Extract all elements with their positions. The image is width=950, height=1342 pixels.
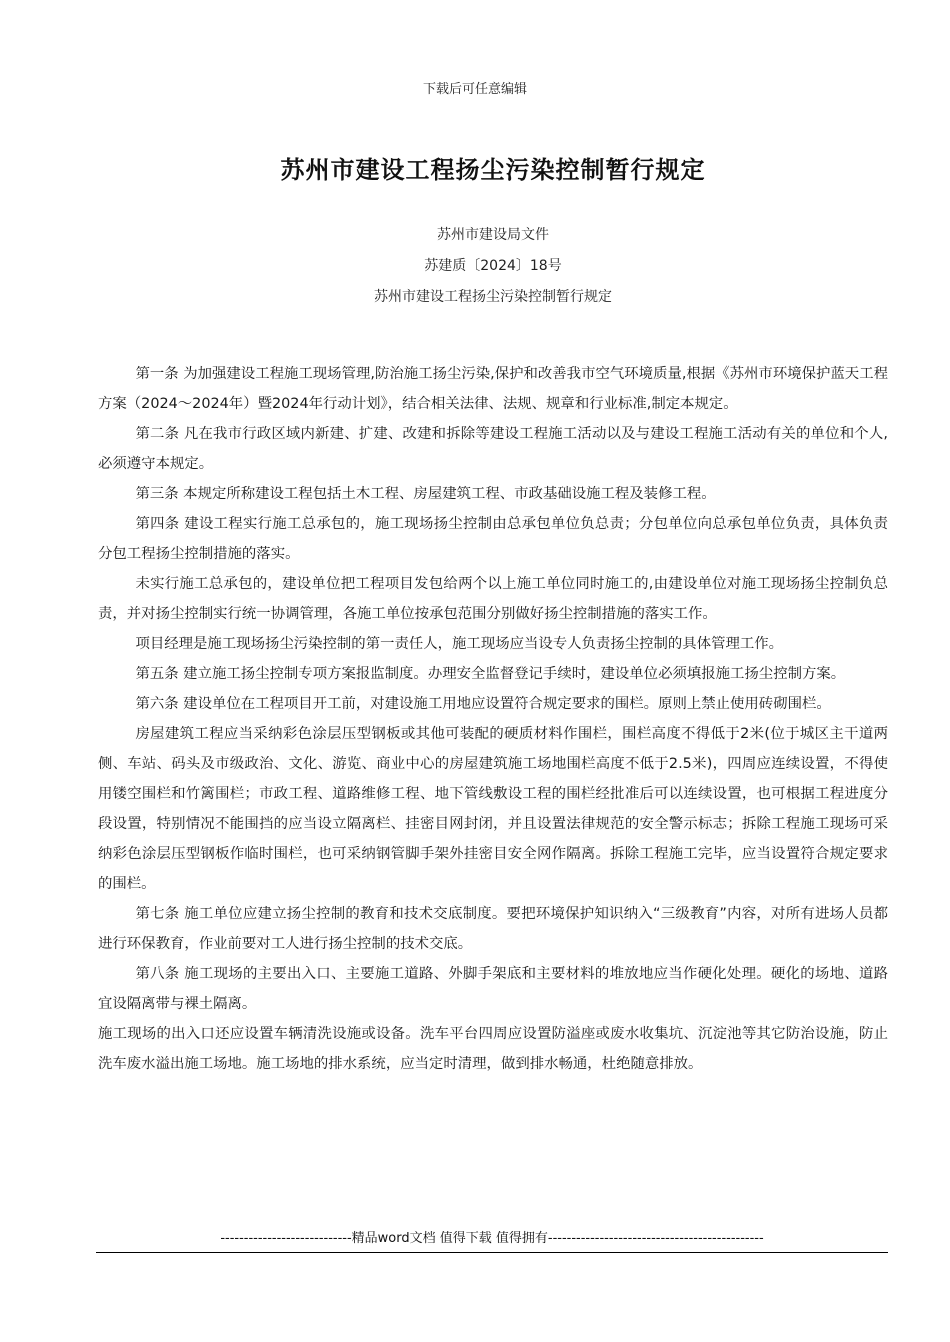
document-subtitle: 苏州市建设工程扬尘污染控制暂行规定 bbox=[374, 289, 612, 305]
article-8-paragraph-2: 施工现场的出入口还应设置车辆清洗设施或设备。洗车平台四周应设置防溢座或废水收集坑、沉淀池等其它防治设施，防止洗车废水溢出施工场地。施工场地的排水系统，应当定时清理，做到排水畅通，杜绝随意排放。 bbox=[98, 1026, 888, 1072]
article-6: 第六条 建设单位在工程项目开工前，对建设施工用地应设置符合规定要求的围栏。原则上禁止使用砖砌围栏。 bbox=[135, 696, 831, 712]
article-2: 第二条 凡在我市行政区域内新建、扩建、改建和拆除等建设工程施工活动以及与建设工程施工活动有关的单位和个人,必须遵守本规定。 bbox=[98, 426, 888, 472]
article-1: 第一条 为加强建设工程施工现场管理,防治施工扬尘污染,保护和改善我市空气环境质量,根据《苏州市环境保护蓝天工程方案（2024～2024年）暨2024年行动计划》，结合相关法律、法规、规章和行业标准,制定本规定。 bbox=[98, 366, 888, 412]
article-3: 第三条 本规定所称建设工程包括土木工程、房屋建筑工程、市政基础设施工程及装修工程。 bbox=[135, 486, 716, 502]
article-4: 第四条 建设工程实行施工总承包的，施工现场扬尘控制由总承包单位负总责；分包单位向总承包单位负责，具体负责分包工程扬尘控制措施的落实。 bbox=[98, 516, 888, 562]
document-number: 苏建质〔2024〕18号 bbox=[424, 258, 562, 274]
footer-banner: ----------------------------精品word文档 值得下载 值得拥有---------------------------------------------- bbox=[96, 1228, 888, 1253]
issuer-line: 苏州市建设局文件 bbox=[437, 227, 549, 243]
article-4-paragraph-3: 项目经理是施工现场扬尘污染控制的第一责任人，施工现场应当设专人负责扬尘控制的具体管理工作。 bbox=[135, 636, 784, 652]
article-6-paragraph-2: 房屋建筑工程应当采纳彩色涂层压型钢板或其他可装配的硬质材料作围栏，围栏高度不得低于2米(位于城区主干道两侧、车站、码头及市级政治、文化、游览、商业中心的房屋建筑施工场地围栏高度不低于2.5米)，四周应连续设置，不得使用镂空围栏和竹篱围栏；市政工程、道路维修工程、地下管线敷设工程的围栏经批准后可以连续设置，也可根据工程进度分段设置，特别情况不能围挡的应当设立隔离栏、挂密目网封闭，并且设置法律规范的安全警示标志；拆除工程施工现场可采纳彩色涂层压型钢板作临时围栏，也可采纳钢管脚手架外挂密目安全网作隔离。拆除工程施工完毕，应当设置符合规定要求的围栏。 bbox=[98, 726, 888, 892]
article-7: 第七条 施工单位应建立扬尘控制的教育和技术交底制度。要把环境保护知识纳入“三级教育”内容，对所有进场人员都进行环保教育，作业前要对工人进行扬尘控制的技术交底。 bbox=[98, 906, 888, 952]
article-8: 第八条 施工现场的主要出入口、主要施工道路、外脚手架底和主要材料的堆放地应当作硬化处理。硬化的场地、道路宜设隔离带与裸土隔离。 bbox=[98, 966, 888, 1012]
header-note: 下载后可任意编辑 bbox=[422, 82, 527, 97]
document-title: 苏州市建设工程扬尘污染控制暂行规定 bbox=[280, 156, 706, 184]
document-body bbox=[98, 359, 888, 1079]
article-5: 第五条 建立施工扬尘控制专项方案报监制度。办理安全监督登记手续时，建设单位必须填报施工扬尘控制方案。 bbox=[135, 666, 846, 682]
article-4-paragraph-2: 未实行施工总承包的，建设单位把工程项目发包给两个以上施工单位同时施工的,由建设单位对施工现场扬尘控制负总责，并对扬尘控制实行统一协调管理，各施工单位按承包范围分别做好扬尘控制措施的落实工作。 bbox=[98, 576, 888, 622]
